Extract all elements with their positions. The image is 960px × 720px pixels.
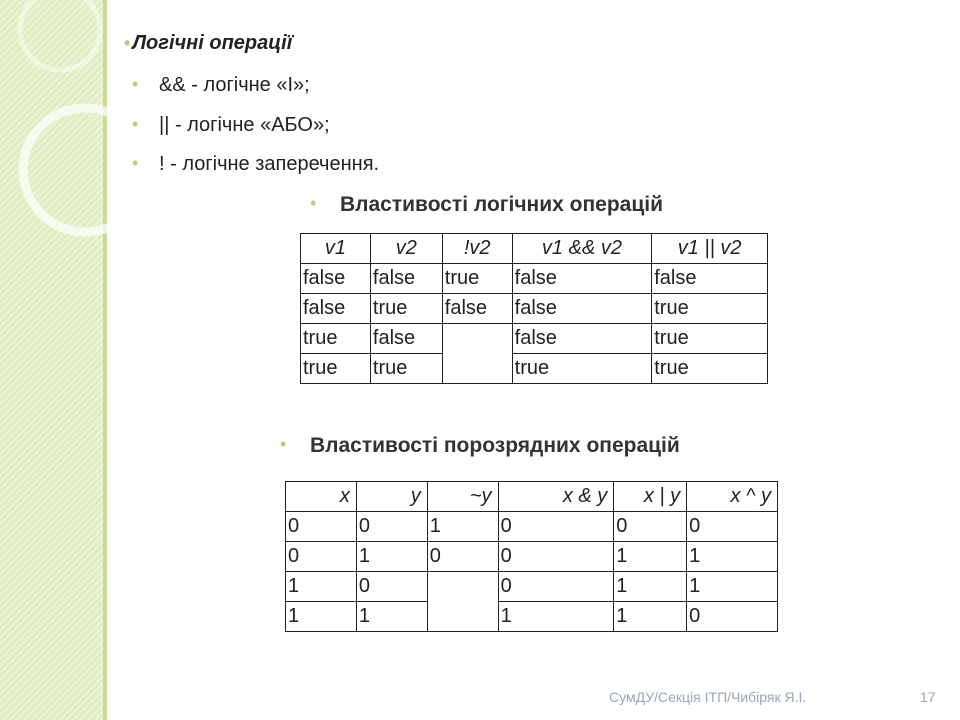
table-row [286,512,778,542]
table-header-cell: v1 [301,234,371,264]
table-header-cell: v1 && v2 [512,234,652,264]
footer-text: СумДУ/Секція ІТП/Чибіряк Я.І. [609,689,807,705]
decorative-ring-small [20,0,100,70]
table-row [286,542,778,572]
table-cell: true [370,294,442,324]
table-header-cell: v1 || v2 [652,234,768,264]
table-cell: 1 [286,602,357,632]
table-header-cell: x | y [614,482,687,512]
bullet-dot-icon: • [124,33,131,53]
table-cell: false [442,294,512,324]
bitwise-table-heading: • Властивості порозрядних операцій [280,434,680,457]
bullet-item: • && - логічне «І»; [132,74,310,96]
table-cell: 0 [427,542,498,572]
table-cell: true [652,324,768,354]
bullet-dot-icon: • [132,114,139,134]
table-cell: 1 [427,512,498,542]
page-number: 17 [920,689,936,705]
table-row [301,354,768,384]
table-cell: false [512,294,652,324]
bullet-item: • ! - логічне заперечення. [132,153,380,175]
table-cell: false [370,264,442,294]
table-row [301,294,768,324]
logical-table-heading: • Властивості логічних операцій [310,193,663,216]
table-cell: false [512,264,652,294]
table-cell: 0 [356,572,427,602]
table-header-cell: !v2 [442,234,512,264]
table-header-cell: y [356,482,427,512]
table-row [301,264,768,294]
table-cell: true [301,324,371,354]
table-cell: true [652,294,768,324]
bullet-dot-icon: • [132,153,139,173]
table-header-row [301,234,768,264]
table-cell: false [370,324,442,354]
table-cell: 0 [286,542,357,572]
decorative-ring-large [23,108,107,232]
table-cell: false [301,264,371,294]
bullet-dot-icon: • [132,74,139,94]
table-header-cell: x ^ y [687,482,778,512]
table-cell: 1 [498,602,614,632]
table-cell: 1 [614,542,687,572]
table-cell: true [652,354,768,384]
table-cell: true [442,264,512,294]
table-cell: 0 [687,512,778,542]
table-cell: 0 [498,542,614,572]
table-cell: 1 [687,542,778,572]
table-row [286,602,778,632]
bullet-item: • || - логічне «АБО»; [132,114,330,136]
table-row [301,324,768,354]
table-cell: false [301,294,371,324]
table-cell: 1 [687,572,778,602]
table-cell: 0 [498,512,614,542]
table-cell: 1 [614,572,687,602]
bullet-dot-icon: • [280,434,287,454]
table-cell: 1 [286,572,357,602]
table-cell: 0 [356,512,427,542]
table-cell: true [370,354,442,384]
table-cell: 1 [614,602,687,632]
table-cell: true [301,354,371,384]
table-cell: false [512,324,652,354]
table-cell: 1 [356,602,427,632]
bitwise-operations-table [285,481,778,632]
table-cell: true [512,354,652,384]
table-cell: 0 [687,602,778,632]
slide-title [124,32,292,55]
decorative-circles [0,0,107,720]
table-header-row [286,482,778,512]
table-cell: false [652,264,768,294]
table-header-cell: ~y [427,482,498,512]
table-cell: 0 [498,572,614,602]
table-cell-merged-empty [427,572,498,632]
table-header-cell: x & y [498,482,614,512]
logical-operations-table [300,233,768,384]
table-cell: 1 [356,542,427,572]
bullet-dot-icon: • [310,193,317,213]
table-cell-merged-empty [442,324,512,384]
table-row [286,572,778,602]
table-cell: 0 [614,512,687,542]
slide-title-text: Логічні операції [132,32,293,54]
table-header-cell: v2 [370,234,442,264]
table-cell: 0 [286,512,357,542]
table-header-cell: x [286,482,357,512]
